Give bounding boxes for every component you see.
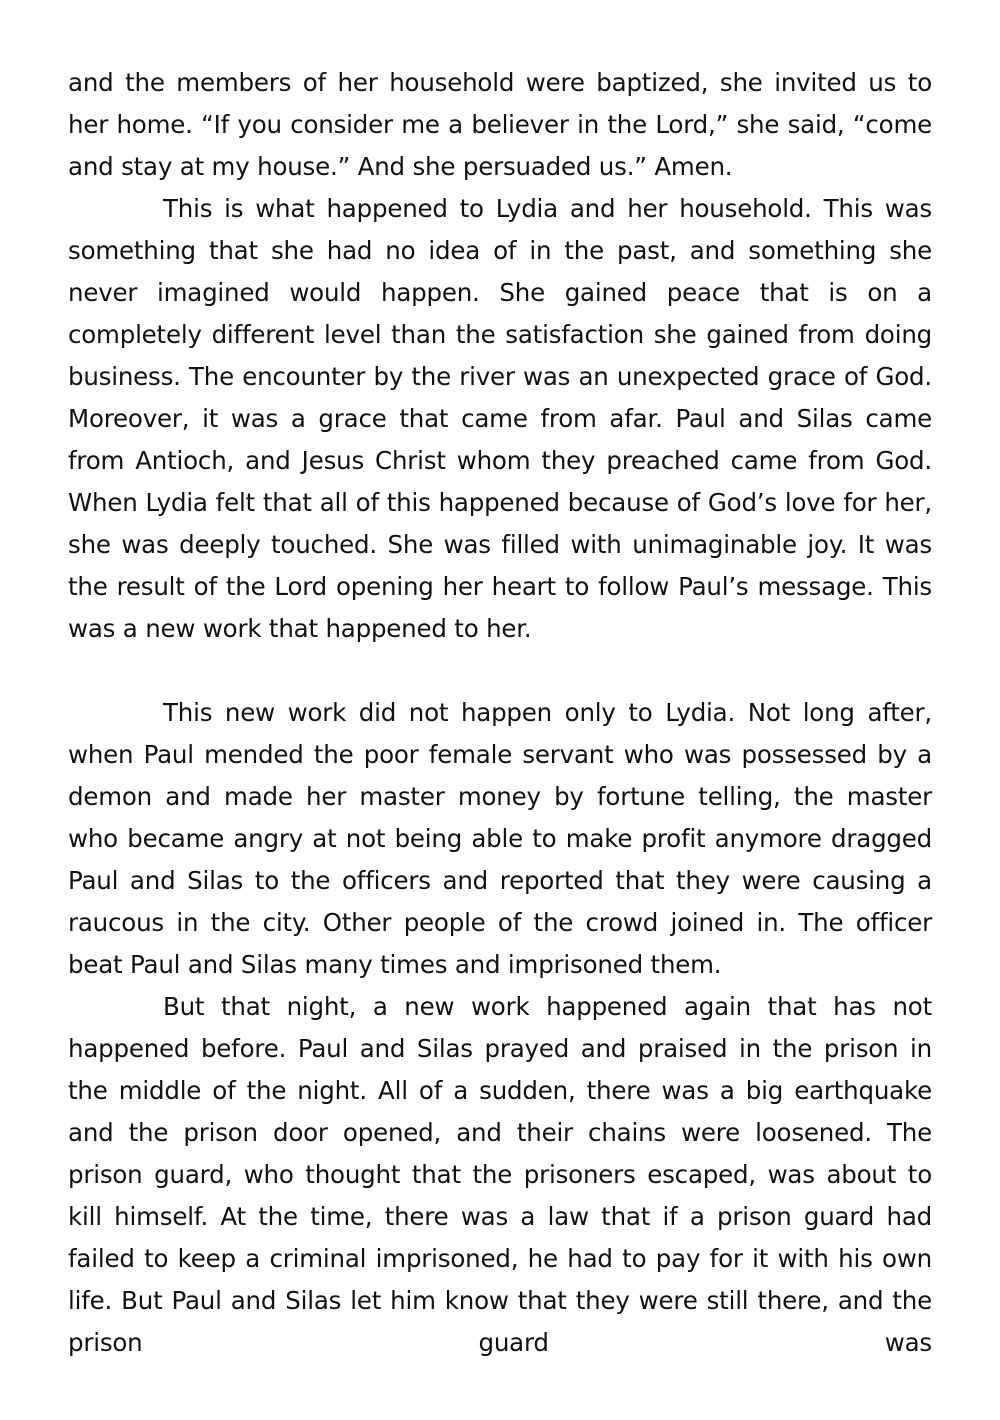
- paragraph-2: This is what happened to Lydia and her household. This was something that she had no idea of in the past, and something she never imagined would happen. She gained peace that is on a completely different level than the satisfaction she gained from doing business. The encounter by the river was an unexpected grace of God. Moreover, it was a grace that came from afar. Paul and Silas came from Antioch, and Jesus Christ whom they preached came from God. When Lydia felt that all of this happened because of God’s love for her, she was deeply touched. She was filled with unimaginable joy. It was the result of the Lord opening her heart to follow Paul’s message. This was a new work that happened to her.: [68, 194, 932, 643]
- paragraph-spacer: [68, 650, 932, 692]
- paragraph-4: But that night, a new work happened again that has not happened before. Paul and Silas prayed and praised in the prison in the middle of the night. All of a sudden, there was a big earthquake and the prison door opened, and their chains were loosened. The prison guard, who thought that the prisoners escaped, was about to kill himself. At the time, there was a law that if a prison guard had failed to keep a criminal imprisoned, he had to pay for it with his own life. But Paul and Silas let him know that they were still there, and the prison guard was: [68, 992, 932, 1357]
- paragraph-1: and the members of her household were baptized, she invited us to her home. “If you consider me a believer in the Lord,” she said, “come and stay at my house.” And she persuaded us.” Amen.: [68, 68, 932, 181]
- document-page: [68, 62, 932, 1364]
- paragraph-3: This new work did not happen only to Lydia. Not long after, when Paul mended the poor female servant who was possessed by a demon and made her master money by fortune telling, the master who became angry at not being able to make profit anymore dragged Paul and Silas to the officers and reported that they were causing a raucous in the city. Other people of the crowd joined in. The officer beat Paul and Silas many times and imprisoned them.: [68, 698, 932, 979]
